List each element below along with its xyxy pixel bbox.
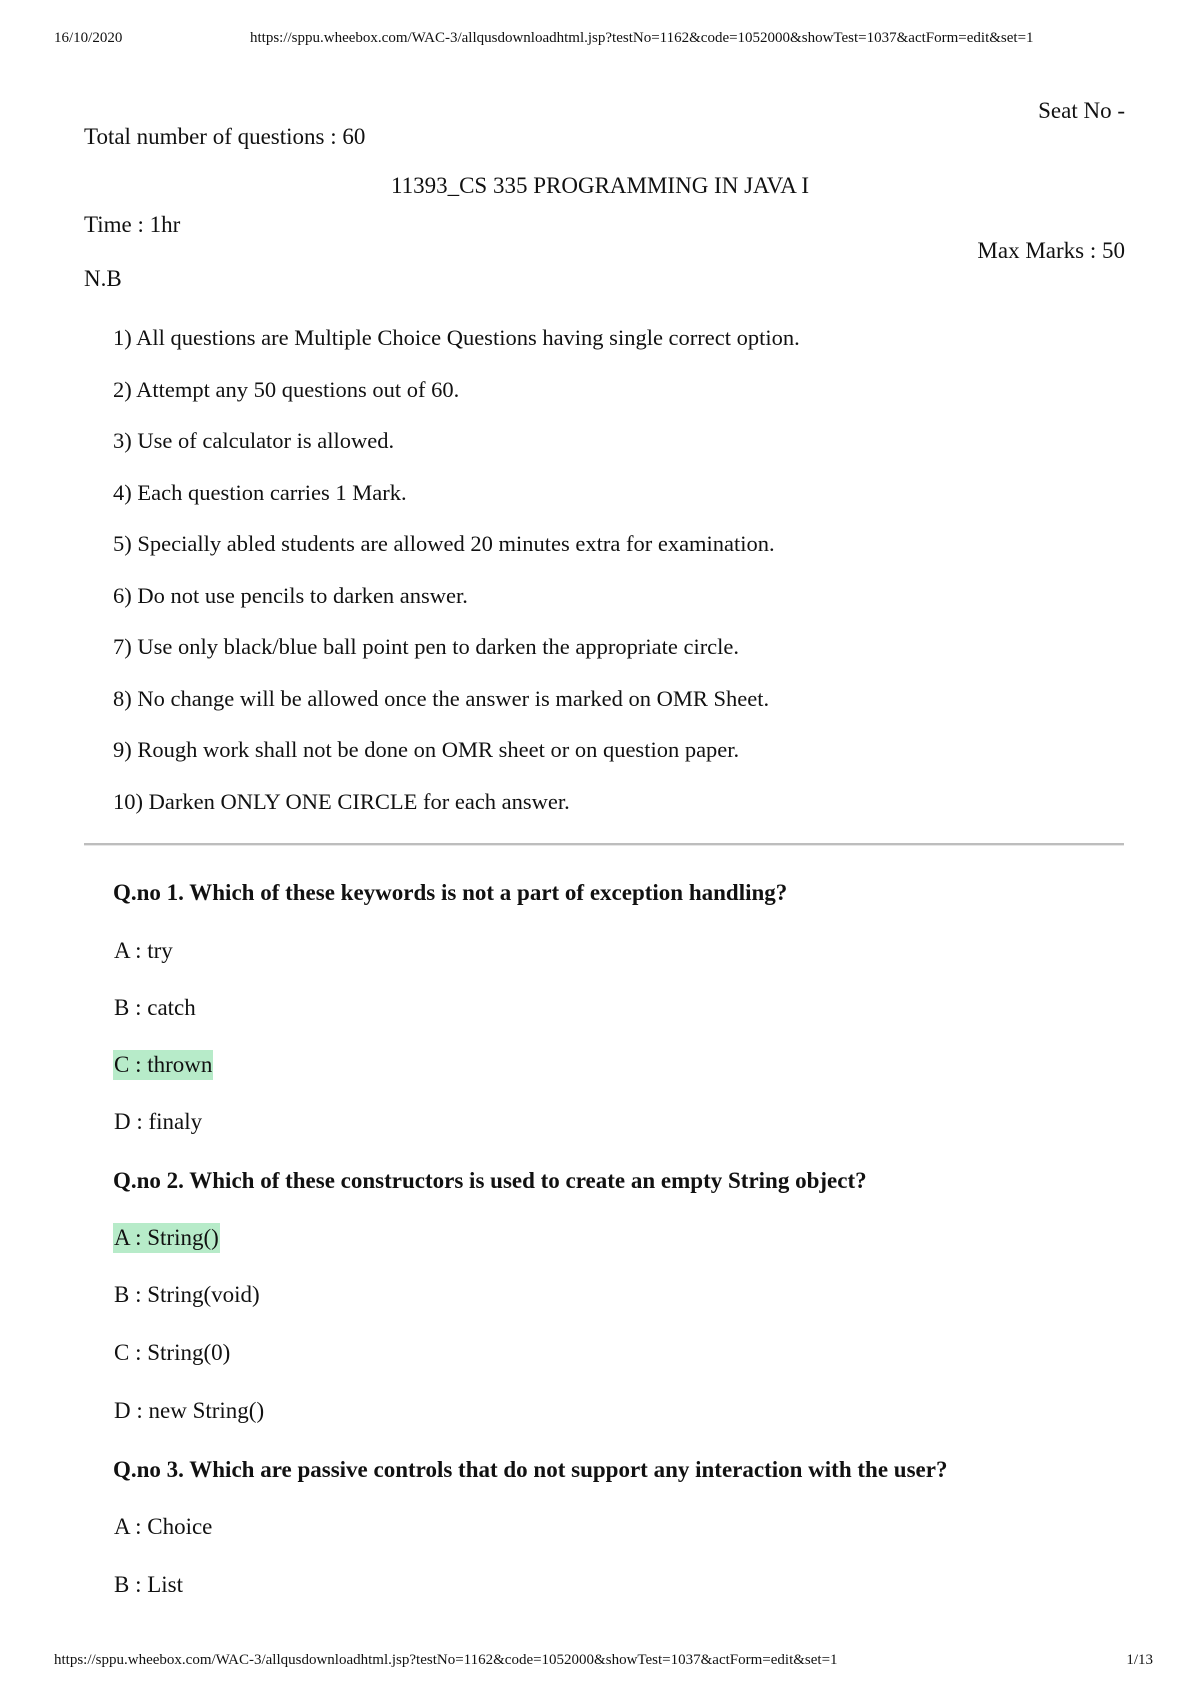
- instruction-item: 6) Do not use pencils to darken answer.: [113, 583, 468, 608]
- print-url: https://sppu.wheebox.com/WAC-3/allqusdownloadhtml.jsp?testNo=1162&code=1052000&showTest=1037&actForm=edit&set=1: [250, 30, 1034, 46]
- instruction-item: 5) Specially abled students are allowed 20 minutes extra for examination.: [113, 531, 775, 556]
- page-number: 1/13: [1126, 1652, 1153, 1668]
- answer-option: D : new String(): [114, 1398, 265, 1423]
- answer-option-correct: C : thrown: [113, 1050, 213, 1080]
- instruction-item: 4) Each question carries 1 Mark.: [113, 480, 407, 505]
- total-questions: Total number of questions : 60: [84, 124, 366, 149]
- instruction-item: 10) Darken ONLY ONE CIRCLE for each answer.: [113, 789, 570, 814]
- seat-no: Seat No -: [1038, 98, 1125, 123]
- instruction-item: 2) Attempt any 50 questions out of 60.: [113, 377, 460, 402]
- answer-option-correct: A : String(): [113, 1223, 220, 1253]
- exam-title: 11393_CS 335 PROGRAMMING IN JAVA I: [390, 173, 810, 198]
- instruction-item: 7) Use only black/blue ball point pen to darken the appropriate circle.: [113, 634, 740, 659]
- question-text: Q.no 3. Which are passive controls that do not support any interaction with the user?: [113, 1457, 948, 1482]
- max-marks: Max Marks : 50: [977, 238, 1125, 263]
- question-text: Q.no 2. Which of these constructors is used to create an empty String object?: [113, 1168, 867, 1193]
- print-date: 16/10/2020: [54, 30, 123, 46]
- instruction-item: 8) No change will be allowed once the answer is marked on OMR Sheet.: [113, 686, 770, 711]
- answer-option: A : Choice: [114, 1514, 213, 1539]
- exam-time: Time : 1hr: [84, 212, 181, 237]
- instruction-item: 9) Rough work shall not be done on OMR sheet or on question paper.: [113, 737, 740, 762]
- instruction-item: 3) Use of calculator is allowed.: [113, 428, 395, 453]
- answer-option: C : String(0): [114, 1340, 231, 1365]
- answer-option: B : List: [114, 1572, 184, 1597]
- footer-url: https://sppu.wheebox.com/WAC-3/allqusdownloadhtml.jsp?testNo=1162&code=1052000&showTest=1037&actForm=edit&set=1: [54, 1652, 838, 1668]
- answer-option: A : try: [114, 938, 173, 963]
- instruction-item: 1) All questions are Multiple Choice Questions having single correct option.: [113, 325, 800, 350]
- answer-option: B : String(void): [114, 1282, 260, 1307]
- nb-label: N.B: [84, 266, 122, 291]
- answer-option: D : finaly: [114, 1109, 203, 1134]
- section-divider: [84, 843, 1124, 846]
- question-text: Q.no 1. Which of these keywords is not a part of exception handling?: [113, 880, 788, 905]
- answer-option: B : catch: [114, 995, 196, 1020]
